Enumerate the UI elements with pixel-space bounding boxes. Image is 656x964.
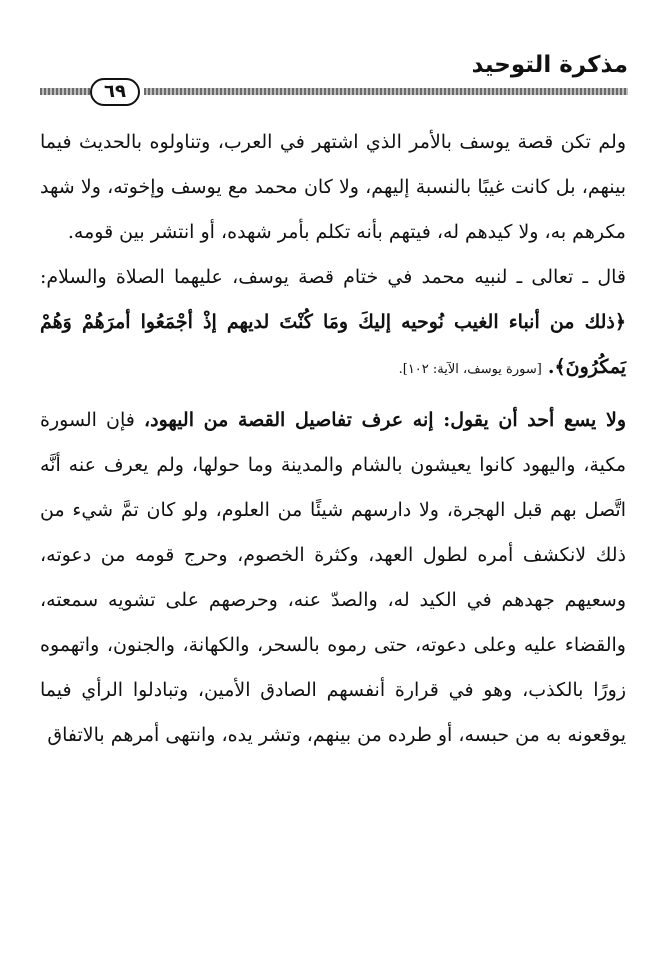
header-rule [144, 88, 628, 95]
paragraph-2 [40, 255, 626, 392]
paragraph-2-intro: قال ـ تعالى ـ لنبيه محمد في ختام قصة يوسف، عليهما الصلاة والسلام: [40, 266, 626, 288]
page-body [40, 120, 626, 758]
verse-reference: [سورة يوسف، الآية: ١٠٢]. [398, 362, 542, 377]
paragraph-3-text: فإن السورة مكية، واليهود كانوا يعيشون بالشام والمدينة وما حولها، ولم يعرف عنه أنَّه اتَّصل بهم قبل الهجرة، ولا دارسهم شيئًا من العلوم، ولو كان تمَّ شيء من ذلك لانكشف أمره لطول العهد، وكثرة الخصوم، وحرج قومه من دعوته، وسعيهم جهدهم في الكيد له، والصدّ عنه، وحرصهم على تشويه سمعته، والقضاء عليه وعلى دعوته، حتى رموه بالسحر، والكهانة، والجنون، واتهموه زورًا بالكذب، وهو في قرارة أنفسهم الصادق الأمين، وتبادلوا الرأي فيما يوقعونه به من حبسه، أو طرده من بينهم، وتشر يده، وانتهى أمرهم بالاتفاق [40, 409, 626, 746]
page-number: ٦٩ [90, 78, 140, 106]
book-title: مذكرة التوحيد [471, 52, 628, 78]
paragraph-1: ولم تكن قصة يوسف بالأمر الذي اشتهر في العرب، وتناولوه بالحديث فيما بينهم، بل كانت غيبًا بالنسبة إليهم، ولا كان محمد مع يوسف وإخوته، ولا شهد مكرهم به، ولا كيدهم له، فيتهم بأنه تكلم بأمر شهده، أو انتشر بين قومه. [40, 131, 626, 243]
page-header [40, 40, 628, 110]
header-rule-left [40, 88, 90, 95]
paragraph-3 [40, 398, 626, 758]
quran-verse: ﴿ذلك من أنباء الغيب نُوحيه إليكَ ومَا كُنْتَ لديهم إذْ أجْمَعُوا أمرَهُمْ وَهُمْ يَمكُرُونَ﴾. [40, 311, 626, 378]
paragraph-3-bold: ولا يسع أحد أن يقول: إنه عرف تفاصيل القصة من اليهود، [144, 409, 627, 431]
